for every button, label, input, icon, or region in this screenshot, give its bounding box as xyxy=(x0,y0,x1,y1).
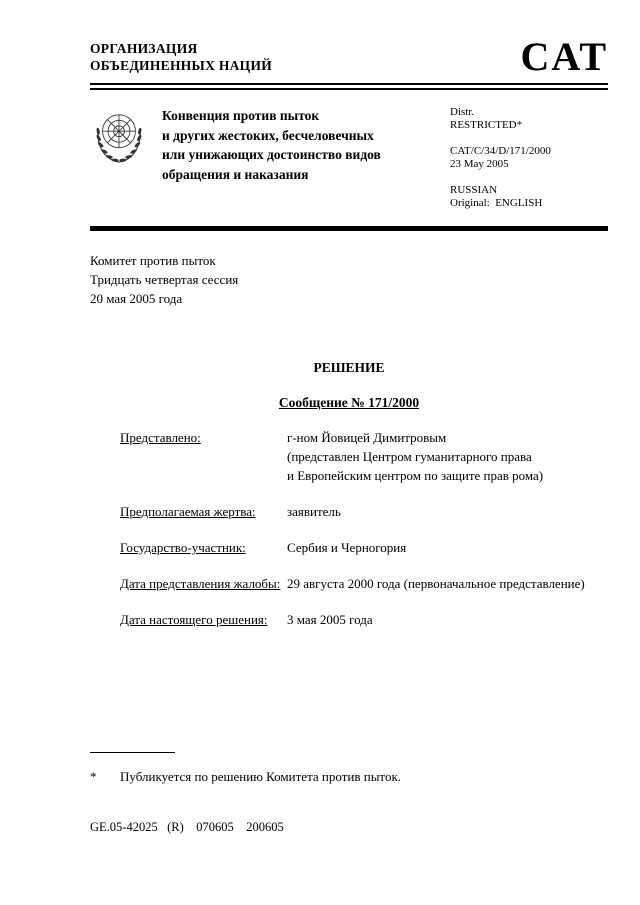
doc-original-language: Original: ENGLISH xyxy=(450,197,543,209)
doc-reference: CAT/C/34/D/171/2000 xyxy=(450,145,551,157)
doc-language: RUSSIAN xyxy=(450,184,498,196)
table-row xyxy=(120,574,608,593)
table-row xyxy=(120,610,608,629)
detail-value xyxy=(287,428,608,485)
footnote-marker: * xyxy=(90,769,97,784)
un-emblem-icon xyxy=(90,104,150,210)
table-row xyxy=(120,502,608,521)
footnote-block xyxy=(90,752,608,785)
table-row xyxy=(120,428,608,485)
decision-heading: РЕШЕНИЕ xyxy=(313,360,385,375)
distribution-block xyxy=(450,104,608,210)
detail-label: Представлено: xyxy=(120,430,201,445)
session-number: Тридцать четвертая сессия xyxy=(90,272,239,287)
session-date: 20 мая 2005 года xyxy=(90,291,183,306)
detail-label: Предполагаемая жертва: xyxy=(120,504,256,519)
org-name-line1: ОРГАНИЗАЦИЯ xyxy=(90,41,198,56)
detail-value: 29 августа 2000 года (первоначальное представление) xyxy=(287,576,585,591)
convention-title xyxy=(150,104,450,210)
masthead-divider xyxy=(90,226,608,231)
detail-label: Дата настоящего решения: xyxy=(120,612,268,627)
detail-value-line: (представлен Центром гуманитарного права xyxy=(287,449,532,464)
case-details-table xyxy=(90,428,608,629)
document-header xyxy=(90,34,608,79)
doc-symbol: CAT xyxy=(520,34,608,79)
footnote-divider xyxy=(90,752,175,753)
convention-title-line: Конвенция против пыток xyxy=(162,108,320,123)
session-block xyxy=(90,251,608,308)
detail-label: Государство-участник: xyxy=(120,540,246,555)
distr-value: RESTRICTED* xyxy=(450,119,523,131)
footnote-text: Публикуется по решению Комитета против пыток. xyxy=(120,769,402,784)
masthead xyxy=(90,104,608,210)
header-divider xyxy=(90,83,608,90)
detail-label: Дата представления жалобы: xyxy=(120,576,281,591)
detail-value-line: и Европейским центром по защите прав рома) xyxy=(287,468,544,483)
detail-value-line: г-ном Йовицей Димитровым xyxy=(287,430,447,445)
distr-label: Distr. xyxy=(450,106,475,118)
detail-value: заявитель xyxy=(287,504,341,519)
org-name-line2: ОБЪЕДИНЕННЫХ НАЦИЙ xyxy=(90,58,273,73)
communication-heading: Сообщение № 171/2000 xyxy=(278,395,420,410)
detail-value: 3 мая 2005 года xyxy=(287,612,373,627)
doc-date: 23 May 2005 xyxy=(450,158,509,170)
convention-title-line: обращения и наказания xyxy=(162,166,309,182)
committee-name: Комитет против пыток xyxy=(90,253,216,268)
org-name xyxy=(90,40,272,74)
convention-title-line: или унижающих достоинство видов xyxy=(162,147,381,162)
footer-reference: GE.05-42025 (R) 070605 200605 xyxy=(90,820,284,834)
convention-title-line: и других жестоких, бесчеловечных xyxy=(162,127,374,143)
detail-value: Сербия и Черногория xyxy=(287,540,407,555)
table-row xyxy=(120,538,608,557)
